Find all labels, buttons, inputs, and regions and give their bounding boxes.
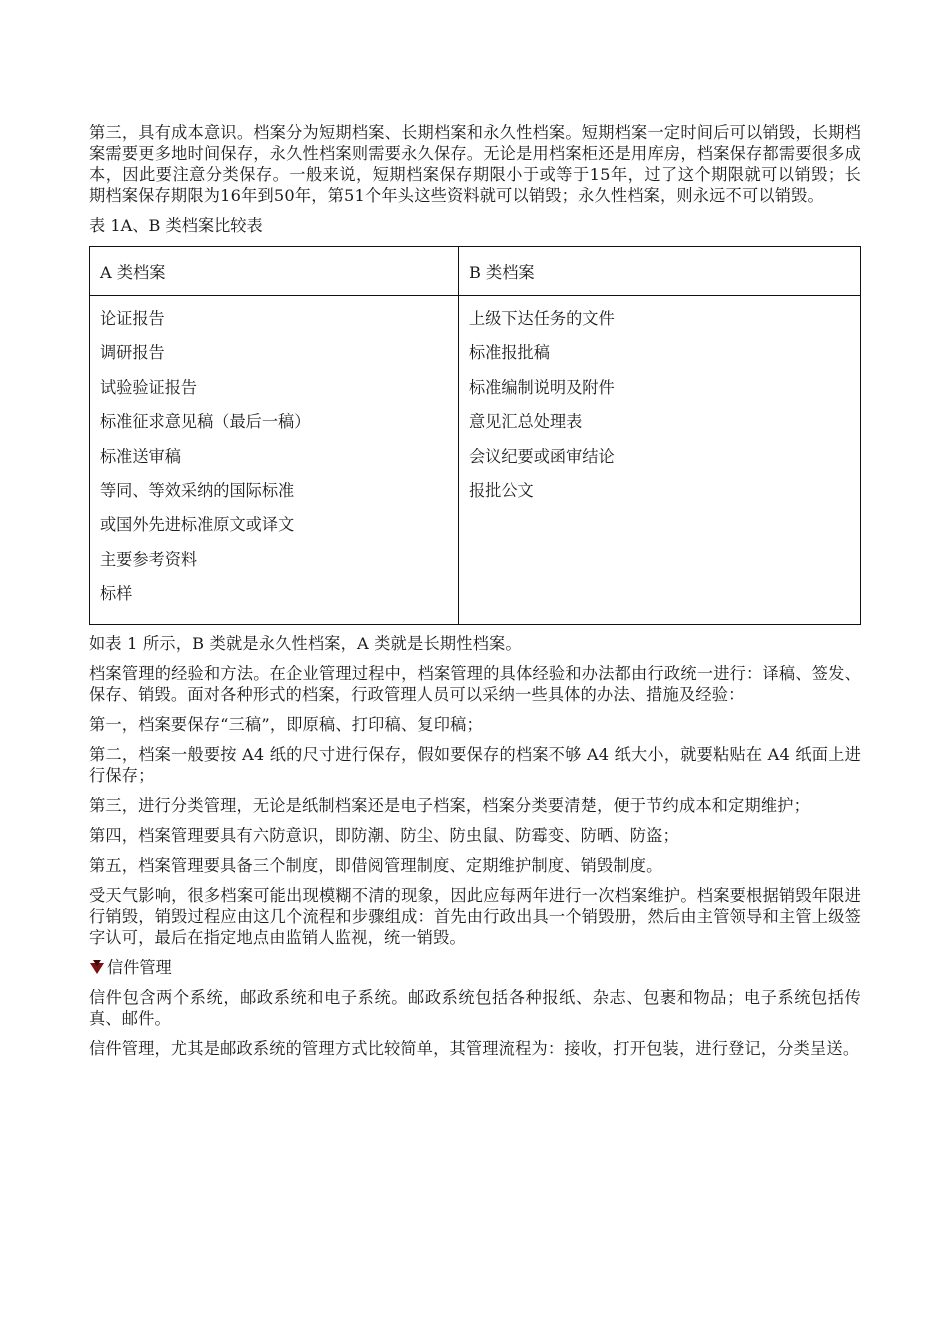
list-item: 标准编制说明及附件: [469, 377, 615, 397]
letters-paragraph-1: 信件包含两个系统，邮政系统和电子系统。邮政系统包括各种报纸、杂志、包裹和物品；电子系统包括传真、邮件。: [89, 987, 861, 1028]
col-a-cell: [90, 296, 459, 625]
arrow-down-icon: [89, 959, 105, 975]
list-item: 报批公文: [469, 480, 534, 500]
list-item: 试验验证报告: [100, 377, 198, 397]
table-body-row: [90, 296, 861, 625]
col-b-cell: [459, 296, 861, 625]
list-item: 上级下达任务的文件: [469, 309, 615, 328]
method-4-paragraph: 第四，档案管理要具有六防意识，即防潮、防尘、防虫鼠、防霉变、防晒、防盗；: [89, 825, 679, 845]
method-2-paragraph: 第二，档案一般要按 A4 纸的尺寸进行保存，假如要保存的档案不够 A4 纸大小，就要粘贴在 A4 纸面上进行保存；: [89, 744, 861, 785]
list-item: 标准征求意见稿（最后一稿）: [100, 412, 311, 432]
maintenance-paragraph: 受天气影响，很多档案可能出现模糊不清的现象，因此应每两年进行一次档案维护。档案要根据销毁年限进行销毁，销毁过程应由这几个流程和步骤组成：首先由行政出具一个销毁册，然后由主管领导和主管上级签字认可，最后在指定地点由监销人监视，统一销毁。: [89, 885, 861, 947]
document-page: [89, 122, 861, 1068]
after-table-paragraph: 如表 1 所示，B 类就是永久性档案，A 类就是长期性档案。: [89, 633, 522, 653]
archive-comparison-table: [89, 246, 861, 625]
list-item: 论证报告: [100, 309, 165, 328]
letters-paragraph-2: 信件管理，尤其是邮政系统的管理方式比较简单，其管理流程为：接收，打开包装，进行登记，分类呈送。: [89, 1038, 860, 1058]
intro-paragraph: 第三，具有成本意识。档案分为短期档案、长期档案和永久性档案。短期档案一定时间后可以销毁，长期档案需要更多地时间保存，永久性档案则需要永久保存。无论是用档案柜还是用库房，档案保存都需要很多成本，因此要注意分类保存。一般来说，短期档案保存期限小于或等于15年，过了这个期限就可以销毁；长期档案保存期限为16年到50年，第51个年头这些资料就可以销毁；永久性档案，则永远不可以销毁。: [89, 123, 861, 205]
list-item: 标样: [100, 584, 133, 604]
method-5-paragraph: 第五，档案管理要具备三个制度，即借阅管理制度、定期维护制度、销毁制度。: [89, 855, 663, 875]
col-a-header: A 类档案: [90, 247, 459, 296]
list-item: 调研报告: [100, 343, 165, 363]
list-item: 标准报批稿: [469, 343, 550, 363]
table-caption: 表 1A、B 类档案比较表: [89, 216, 263, 235]
list-item: 会议纪要或函审结论: [469, 446, 615, 466]
list-item: 等同、等效采纳的国际标准: [100, 480, 295, 500]
section-heading-letters: [89, 957, 861, 978]
list-item: 或国外先进标准原文或译文: [100, 515, 295, 535]
method-3-paragraph: 第三，进行分类管理，无论是纸制档案还是电子档案，档案分类要清楚，便于节约成本和定期维护；: [89, 795, 811, 815]
table-header-row: [90, 247, 861, 296]
list-item: 主要参考资料: [100, 549, 198, 569]
section-heading-text: 信件管理: [107, 957, 172, 977]
methods-intro-paragraph: 档案管理的经验和方法。在企业管理过程中，档案管理的具体经验和办法都由行政统一进行：译稿、签发、保存、销毁。面对各种形式的档案，行政管理人员可以采纳一些具体的办法、措施及经验：: [89, 663, 861, 704]
list-item: 意见汇总处理表: [469, 412, 583, 432]
col-b-header: B 类档案: [459, 247, 861, 296]
list-item: 标准送审稿: [100, 446, 181, 466]
method-1-paragraph: 第一，档案要保存“三稿”，即原稿、打印稿、复印稿；: [89, 714, 483, 734]
